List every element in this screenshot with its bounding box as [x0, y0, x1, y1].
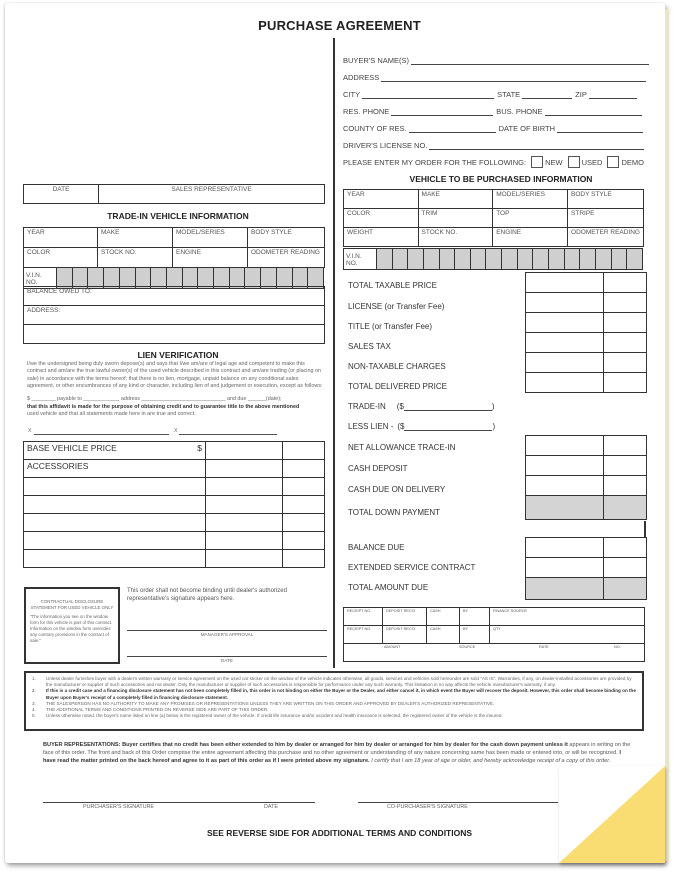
vin-digit[interactable] — [549, 249, 565, 269]
address-label: ADDRESS — [343, 73, 380, 82]
new-option-label: NEW — [545, 157, 563, 167]
purchased-vin-row — [343, 248, 643, 270]
lien-fill-line[interactable]: $ ________ payable to ____________ address ____________________________ and due ______(date); — [27, 396, 282, 402]
vin-digit[interactable] — [104, 268, 120, 288]
balance-due-label: BALANCE DUE — [348, 543, 405, 552]
lien-closing: used vehicle and that all statements made here in are true and correct. — [27, 411, 196, 417]
stock-cell[interactable]: STOCK NO. — [418, 228, 493, 247]
accessory-line[interactable] — [24, 550, 206, 568]
vin-digit[interactable] — [502, 249, 518, 269]
lien-heading: LIEN VERIFICATION — [137, 350, 219, 360]
trade-in-label: TRADE-IN — [348, 402, 386, 411]
vin-digit[interactable] — [471, 249, 487, 269]
term-item — [32, 713, 636, 719]
dollar-sign: $ — [197, 443, 202, 453]
accessory-line[interactable] — [24, 514, 206, 532]
vin-digit[interactable] — [261, 268, 277, 288]
extended-service-label: EXTENDED SERVICE CONTRACT — [348, 563, 476, 572]
term-text: THE ADDITIONAL TERMS AND CONDITIONS PRINTED ON REVERSE SIDE ARE PART OF THIS ORDER. — [46, 706, 269, 712]
top-cell[interactable]: TOP — [493, 209, 568, 228]
term-text: If this is a credit case and a financing disclosure statement has not been completely filled in, this order is not binding on either the Buyer or the Dealer, and either cancel it, in which event the Buyer will recover the deposit. However, this order shall become binding on the Buyer upon Buyer's receipt of a completely filled in financing disclosure statement. — [46, 688, 636, 700]
price-cents-cell[interactable] — [283, 496, 325, 514]
vin-digit[interactable] — [440, 249, 456, 269]
disclosure-title: CONTRACTUAL DISCLOSURE STATEMENT FOR USED VEHICLE ONLY — [30, 599, 114, 610]
term-text: Unless otherwise noted, the buyer's name listed on line (a) below is the registered owner of the vehicle. If credit life insurance and/or accident and health insurance is selected, the registered owner of the vehicle is the insured. — [46, 713, 503, 719]
amount-cell[interactable] — [526, 436, 604, 455]
city-state-zip-row — [343, 90, 637, 99]
by-cell[interactable]: BY — [460, 626, 490, 644]
vin-digit[interactable] — [393, 249, 409, 269]
price-amount-cell[interactable] — [206, 550, 283, 568]
term-number: 1. — [32, 676, 36, 681]
by-cell[interactable]: BY — [460, 608, 490, 626]
amount-cell[interactable] — [526, 293, 604, 312]
trade-in-row — [348, 402, 495, 411]
receipt-no-cell[interactable]: RECEIPT NO. — [344, 608, 383, 626]
vin-digit[interactable] — [183, 268, 199, 288]
finance-source-cell[interactable]: FINANCE SOURCE — [490, 608, 645, 626]
amount-label: AMOUNT — [384, 645, 401, 649]
term-number: 3. — [32, 700, 36, 706]
representations-text-2: I certify that I am 18 year of age or older, and hereby acknowledge receipt of a copy of this order. — [371, 758, 611, 765]
binding-note: This order shall not become binding until dealer's authorized representative's signature appears here. — [127, 588, 287, 603]
term-text: THE SALESPERSON HAS NO AUTHORITY TO MAKE ANY PROMISES OR REPRESENTATIONS UNLESS THEY ARE WRITTEN ON THIS ORDER AND APPROVED BY DEALER'S AUTHORIZED REPRESENTATIVE. — [46, 700, 495, 706]
cash-cell[interactable]: CASH — [427, 608, 460, 626]
less-lien-row — [348, 422, 495, 431]
total-amount-due-amount[interactable] — [526, 578, 604, 599]
buyer-name-label: BUYER'S NAME(S) — [343, 56, 410, 65]
vin-digit[interactable] — [408, 249, 424, 269]
vin-digit[interactable] — [377, 249, 393, 269]
price-cents-cell[interactable] — [283, 478, 325, 496]
column-divider — [333, 38, 335, 668]
total-down-payment-label: TOTAL DOWN PAYMENT — [348, 508, 441, 517]
address-field[interactable] — [343, 73, 646, 82]
page-title: PURCHASE AGREEMENT — [258, 18, 421, 33]
paren-open: ($ — [396, 402, 404, 411]
net-allowance-label: NET ALLOWANCE TRACE-IN — [348, 443, 456, 452]
term-item — [32, 688, 636, 700]
bus-phone-label: BUS. PHONE — [496, 107, 543, 116]
disclosure-box — [24, 587, 120, 664]
balance-owed-cell[interactable]: BALANCE OWED TO: — [24, 287, 325, 306]
order-prompt: PLEASE ENTER MY ORDER FOR THE FOLLOWING: — [343, 157, 527, 167]
vin-digit[interactable] — [627, 249, 642, 269]
trade-in-table — [23, 227, 325, 268]
order-type-row — [343, 156, 644, 168]
license-fee-label: LICENSE (or Transfer Fee) — [348, 302, 445, 311]
paren-close: ) — [491, 402, 495, 411]
amount-cell[interactable] — [526, 538, 604, 557]
vin-digit[interactable] — [533, 249, 549, 269]
receipt-no-cell[interactable]: RECEIPT NO. — [344, 626, 383, 644]
representations-bold-2: I have read the matter printed on the back hereof and agree to it as part of this order as if I were printed above my signature. — [43, 750, 621, 765]
license-field[interactable] — [343, 141, 644, 150]
purchased-vin-label: V.I.N. NO. — [344, 249, 377, 269]
price-amount-cell[interactable] — [206, 532, 283, 550]
lien-signature-1[interactable] — [28, 428, 169, 435]
purchased-vehicle-table — [343, 189, 644, 247]
approval-date-label: DATE — [221, 658, 233, 663]
term-number: 2. — [32, 688, 36, 694]
less-lien-input[interactable] — [404, 422, 492, 431]
trade-make-cell[interactable]: MAKE — [98, 228, 173, 248]
purchaser-signature-label: PURCHASER'S SIGNATURE — [83, 804, 155, 810]
trade-stock-cell[interactable]: STOCK NO. — [98, 248, 173, 268]
color-cell[interactable]: COLOR — [344, 209, 419, 228]
sales-tax-label: SALES TAX — [348, 342, 391, 351]
less-lien-label: LESS LIEN - — [348, 422, 394, 431]
vin-digit[interactable] — [151, 268, 167, 288]
vin-digit[interactable] — [596, 249, 612, 269]
non-taxable-label: NON-TAXABLE CHARGES — [348, 362, 446, 371]
vin-digit[interactable] — [424, 249, 440, 269]
qty-cell[interactable]: QTY — [490, 626, 645, 644]
trade-odometer-cell[interactable]: ODOMETER READING — [248, 248, 325, 268]
trade-lien-holder-table — [23, 286, 325, 344]
body-style-cell[interactable]: BODY STYLE — [568, 190, 644, 209]
disclosure-text: "The information you see on the window form for this vehicle is part of this contract. Information on the window form overrides any contrary provisions in the contract of sale." — [30, 613, 113, 643]
trade-engine-cell[interactable]: ENGINE — [173, 248, 248, 268]
trade-body-style-cell[interactable]: BODY STYLE — [248, 228, 325, 248]
license-label: DRIVER'S LICENSE NO. — [343, 141, 428, 150]
x-mark: X — [174, 428, 178, 434]
zip-input[interactable] — [589, 90, 637, 99]
carbon-copy-corner — [559, 766, 665, 863]
accessory-line[interactable] — [24, 496, 206, 514]
representations-text: appears in writing on the face of this order. The front and back of this Order comprise the entire agreement affecting this purchase and no other agreement or understanding of any nature concerning same has been made or entered into, or will be recognized. — [43, 742, 631, 757]
stripe-cell[interactable]: STRIPE — [568, 209, 644, 228]
price-amount-cell[interactable] — [206, 442, 283, 460]
vin-digit[interactable] — [167, 268, 183, 288]
terms-box — [24, 671, 644, 731]
cash-cell[interactable]: CASH — [427, 626, 460, 644]
county-label: COUNTY OF RES. — [343, 124, 407, 133]
amount-cell[interactable] — [526, 313, 604, 332]
vin-digit[interactable] — [565, 249, 581, 269]
price-cents-cell[interactable] — [283, 550, 325, 568]
vin-digit[interactable] — [580, 249, 596, 269]
totals-box-1 — [525, 272, 647, 393]
term-text: Unless dealer furnishes buyer with a dealer's written warranty or service agreement on the used car sticker on the window of the vehicle indicates otherwise, all goods, services and vehicles sold hereunder are sold "AS IS". Warranties, if any, on dealer-installed accessories are provided by the manufacturer or supplier of such accessories and not dealer. Only the manufacturer or supplier of such accessories is responsible for performance under any such warranty. This limitation in no way affects the vehicle manufacturer's warranty, if any. — [46, 676, 632, 688]
base-price-label-cell — [24, 442, 206, 460]
lien-address-cell[interactable]: ADDRESS: — [24, 306, 325, 325]
engine-cell[interactable]: ENGINE — [493, 228, 568, 247]
buyer-representations — [43, 741, 633, 765]
total-delivered-label: TOTAL DELIVERED PRICE — [348, 382, 447, 391]
paren-close: ) — [492, 422, 496, 431]
price-cents-cell[interactable] — [283, 514, 325, 532]
approval-date-line[interactable] — [127, 656, 327, 657]
amount-cell[interactable] — [526, 476, 604, 495]
trade-in-input[interactable] — [404, 402, 492, 411]
co-purchaser-signature-line[interactable] — [358, 802, 558, 803]
term-number: 5. — [32, 713, 36, 719]
vin-digit[interactable] — [214, 268, 230, 288]
lien-address-line2[interactable] — [24, 325, 325, 344]
cash-due-label: CASH DUE ON DELIVERY — [348, 485, 446, 494]
price-amount-cell[interactable] — [206, 460, 283, 478]
title-fee-label: TITLE (or Transfer Fee) — [348, 322, 433, 331]
deposit-cell[interactable]: DEPOSIT REC'D — [383, 608, 427, 626]
signature-date-label: DATE — [264, 804, 278, 810]
lien-text: I/we the undersigned being duly sworn depose(s) and says that I/we am/are of legal age and competent to make this contract and am/are the true lawful owner(s) of the used vehicle described in this contract and am/are trading (or placing on sale) in accordance with the terms hereof; that there is no lien, mortgage, unpaid balance on any conditional sales agreement, or other encumbrances of any kind or character, including lien of and judgement or execution, except as follows: — [27, 361, 323, 389]
trade-year-cell[interactable]: YEAR — [24, 228, 98, 248]
deposit-cell[interactable]: DEPOSIT REC'D — [383, 626, 427, 644]
co-purchaser-signature-label: CO-PURCHASER'S SIGNATURE — [387, 804, 468, 810]
amount-cell[interactable] — [526, 273, 604, 292]
carbon-copy-edge — [665, 9, 669, 861]
footer-note: SEE REVERSE SIDE FOR ADDITIONAL TERMS AND CONDITIONS — [206, 828, 473, 838]
cash-deposit-label: CASH DEPOSIT — [348, 464, 408, 473]
state-label: STATE — [497, 90, 521, 99]
amount-cell[interactable] — [526, 558, 604, 577]
zip-label: ZIP — [575, 90, 587, 99]
price-cents-cell[interactable] — [283, 442, 325, 460]
price-amount-cell[interactable] — [206, 514, 283, 532]
totals-box-2 — [525, 435, 647, 520]
page-curl-icon — [559, 766, 665, 863]
lien-affidavit-bold: that this affidavit is made for the purpose of obtaining credit and to guarantee title to the above mentioned — [27, 404, 300, 410]
weight-cell[interactable]: WEIGHT — [344, 228, 419, 247]
phone-row — [343, 107, 642, 116]
vin-digit[interactable] — [88, 268, 104, 288]
odometer-cell[interactable]: ODOMETER READING — [568, 228, 644, 247]
vin-digit[interactable] — [73, 268, 89, 288]
city-input[interactable] — [362, 90, 494, 99]
amount-cell[interactable] — [526, 353, 604, 372]
dob-label: DATE OF BIRTH — [498, 124, 556, 133]
base-price-label: BASE VEHICLE PRICE — [27, 443, 117, 453]
used-checkbox[interactable] — [568, 156, 580, 168]
make-cell[interactable]: MAKE — [418, 190, 493, 209]
state-input[interactable] — [522, 90, 572, 99]
vin-digit[interactable] — [230, 268, 246, 288]
trade-color-cell[interactable]: COLOR — [24, 248, 98, 268]
model-cell[interactable]: MODEL/SERIES — [493, 190, 568, 209]
purchased-vehicle-heading: VEHICLE TO BE PURCHASED INFORMATION — [409, 174, 593, 184]
date-label: DATE — [52, 186, 70, 193]
dob-input[interactable] — [557, 124, 643, 133]
bus-phone-input[interactable] — [545, 107, 642, 116]
sales-rep-cell[interactable] — [99, 185, 325, 204]
vin-digit[interactable] — [120, 268, 136, 288]
paren-open: ($ — [397, 422, 405, 431]
term-number: 4. — [32, 706, 36, 712]
vin-digit[interactable] — [486, 249, 502, 269]
finance-terms-row[interactable] — [344, 644, 645, 662]
vin-digit[interactable] — [518, 249, 534, 269]
price-amount-cell[interactable] — [206, 478, 283, 496]
x-mark: X — [28, 428, 32, 434]
res-phone-input[interactable] — [391, 107, 493, 116]
purchaser-signature-line[interactable] — [43, 802, 315, 803]
source-label: SOURCE — [459, 645, 476, 649]
representations-lead: BUYER REPRESENTATIONS: — [43, 742, 121, 748]
totals-box-3 — [525, 537, 647, 600]
accessory-line[interactable] — [24, 532, 206, 550]
demo-checkbox[interactable] — [607, 156, 619, 168]
amount-cell[interactable] — [526, 333, 604, 352]
vin-digit[interactable] — [198, 268, 214, 288]
rate-label: RATE — [539, 645, 549, 649]
vin-digit[interactable] — [308, 268, 323, 288]
city-label: CITY — [343, 90, 361, 99]
res-phone-label: RES. PHONE — [343, 107, 390, 116]
lien-signature-2[interactable] — [174, 428, 277, 435]
amount-cell[interactable] — [526, 456, 604, 475]
sales-rep-label: SALES REPRESENTATIVE — [171, 186, 252, 193]
demo-option-label: DEMO — [621, 157, 644, 167]
county-dob-row — [343, 124, 643, 133]
trade-in-heading: TRADE-IN VEHICLE INFORMATION — [107, 211, 249, 221]
date-cell[interactable] — [24, 185, 99, 204]
vin-digit[interactable] — [455, 249, 471, 269]
date-salesrep-box — [23, 184, 325, 204]
total-down-amount[interactable] — [526, 496, 604, 519]
trade-vin-label: V.I.N. NO. — [24, 268, 57, 288]
price-table — [23, 441, 325, 568]
total-taxable-label: TOTAL TAXABLE PRICE — [348, 281, 437, 290]
trim-cell[interactable]: TRIM — [418, 209, 493, 228]
buyer-name-field[interactable] — [343, 56, 649, 65]
finance-table — [343, 607, 645, 662]
term-item — [32, 676, 636, 688]
price-cents-cell[interactable] — [283, 532, 325, 550]
amount-cell[interactable] — [526, 373, 604, 392]
accessory-line[interactable] — [24, 478, 206, 496]
manager-approval-label: MANAGER'S APPROVAL — [200, 632, 254, 637]
vin-digit[interactable] — [612, 249, 628, 269]
vin-digit[interactable] — [245, 268, 261, 288]
accessories-label-cell: ACCESSORIES — [24, 460, 206, 478]
used-option-label: USED — [581, 157, 603, 167]
box-connector — [644, 521, 646, 537]
year-cell[interactable]: YEAR — [344, 190, 419, 209]
trade-model-cell[interactable]: MODEL/SERIES — [173, 228, 248, 248]
vin-digit[interactable] — [136, 268, 152, 288]
vin-digit[interactable] — [293, 268, 309, 288]
price-cents-cell[interactable] — [283, 460, 325, 478]
new-checkbox[interactable] — [531, 156, 543, 168]
vin-digit[interactable] — [57, 268, 73, 288]
county-input[interactable] — [409, 124, 496, 133]
manager-approval-line[interactable] — [127, 630, 327, 631]
vin-digit[interactable] — [277, 268, 293, 288]
no-label: NO. — [614, 645, 621, 649]
price-amount-cell[interactable] — [206, 496, 283, 514]
total-amount-due-label: TOTAL AMOUNT DUE — [348, 583, 429, 592]
representations-bold: Buyer certifies that no credit has been either extended to him by dealer or arranged for him by dealer or arranged for him by dealer for the cash down payment unless it — [122, 742, 568, 748]
